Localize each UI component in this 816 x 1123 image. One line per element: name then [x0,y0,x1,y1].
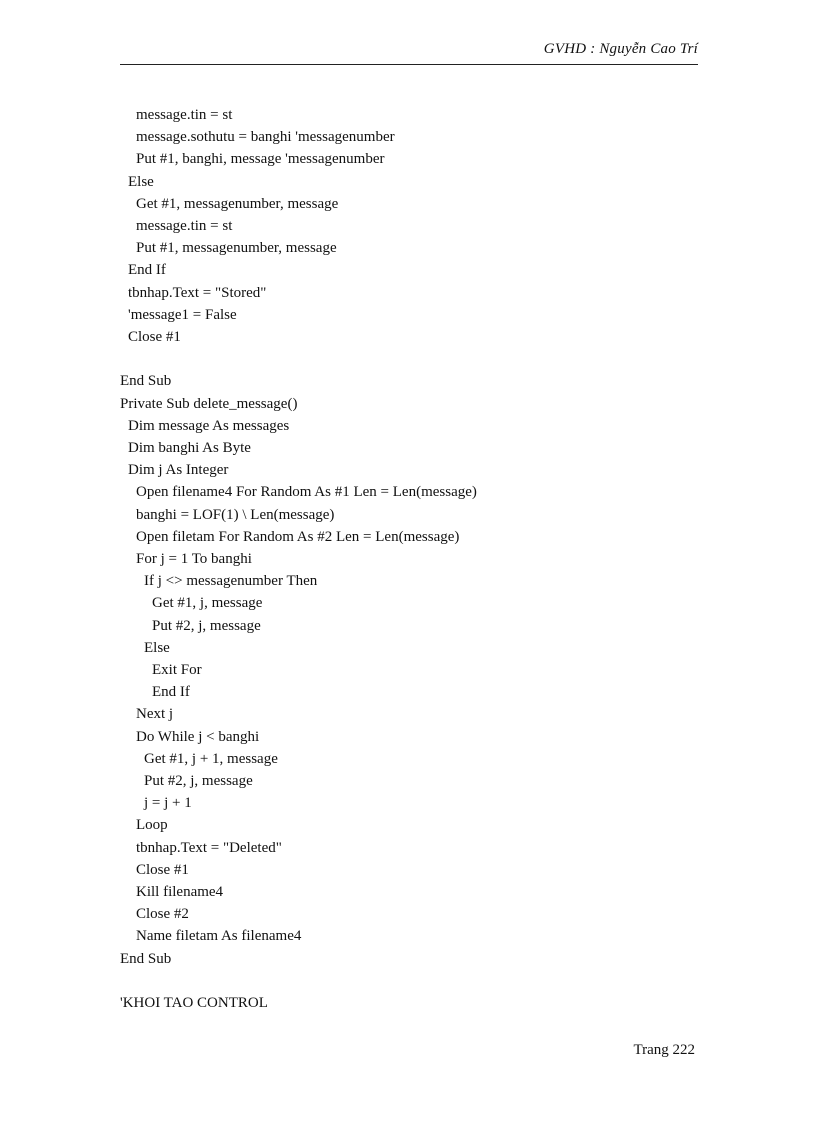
code-line: banghi = LOF(1) \ Len(message) [136,506,335,523]
code-line: Put #1, messagenumber, message [136,240,337,257]
code-line: End Sub [120,950,172,967]
code-line: End If [128,262,166,279]
code-line: Dim j As Integer [128,462,229,479]
code-line: tbnhap.Text = "Deleted" [136,839,282,856]
header-instructor: GVHD : Nguyễn Cao Trí [543,41,698,57]
code-line: Private Sub delete_message() [120,395,298,412]
code-line: Do While j < banghi [136,728,260,745]
code-line: message.tin = st [136,107,233,123]
code-line: Dim message As messages [128,417,290,434]
code-line: End If [152,684,190,701]
code-line: j = j + 1 [144,795,192,812]
code-line: message.sothutu = banghi 'messagenumber [136,129,395,146]
code-line: Close #2 [136,906,189,923]
page-number: Trang 222 [633,1042,695,1058]
code-line: 'message1 = False [128,306,237,323]
code-line: Loop [136,817,168,834]
code-line: If j <> messagenumber Then [144,573,318,590]
code-line: Put #1, banghi, message 'messagenumber [136,151,385,168]
code-line: 'KHOI TAO CONTROL [120,995,268,1011]
code-line: Kill filename4 [136,884,224,900]
code-line: Else [144,639,170,656]
code-line: message.tin = st [136,218,233,234]
code-line: For j = 1 To banghi [136,551,252,567]
page-header [120,40,698,65]
code-line: Exit For [152,662,202,678]
code-line: Close #1 [136,861,189,878]
code-line: tbnhap.Text = "Stored" [128,284,267,301]
code-line: Else [128,173,154,190]
code-line: Name filetam As filename4 [136,928,302,945]
code-line: Dim banghi As Byte [128,440,251,456]
code-line: Get #1, messagenumber, message [136,195,339,212]
code-line: Get #1, j, message [152,595,263,612]
code-line: Open filename4 For Random As #1 Len = Len(message) [136,484,477,501]
code-line: Get #1, j + 1, message [144,750,278,767]
code-line: Close #1 [128,329,181,345]
code-line: Put #2, j, message [152,617,261,634]
code-line: Next j [136,706,174,723]
code-line: Open filetam For Random As #2 Len = Len(message) [136,528,460,545]
code-line: End Sub [120,373,172,390]
code-line: Put #2, j, message [144,773,253,789]
